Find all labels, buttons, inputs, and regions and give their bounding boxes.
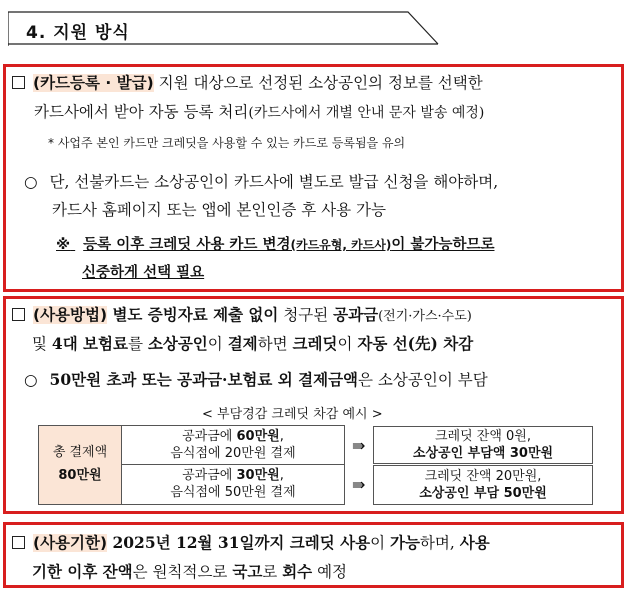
total-payment-label: 총 결제액 bbox=[52, 445, 108, 460]
reference-mark-icon: ※ bbox=[56, 237, 71, 253]
table-divider-h bbox=[121, 464, 345, 465]
row2-mid-cell: 공과금에 30만원, 음식점에 50만원 결제 bbox=[170, 468, 296, 500]
box2-line1: (사용방법) 별도 증빙자료 제출 없이 청구된 공과금(전기·가스·수도) bbox=[12, 303, 472, 325]
box3-line2: 기한 이후 잔액은 원칙적으로 국고로 회수 예정 bbox=[32, 562, 348, 581]
checkbox-icon bbox=[12, 308, 25, 321]
total-payment-value: 80만원 bbox=[58, 468, 102, 483]
box3-line1: (사용기한) 2025년 12월 31일까지 크레딧 사용이 가능하며, 사용 bbox=[12, 531, 490, 553]
box2-line2: 및 4대 보험료를 소상공인이 결제하면 크레딧이 자동 선(先) 차감 bbox=[32, 334, 474, 353]
checkbox-icon bbox=[12, 76, 25, 89]
box1-warning-line1: ※ 등록 이후 크레딧 사용 카드 변경(카드유형, 카드사)이 불가능하므로 bbox=[56, 237, 495, 253]
row1-mid-cell: 공과금에 60만원, 음식점에 20만원 결제 bbox=[170, 429, 296, 461]
row1-arrow-icon: ⇛ bbox=[352, 436, 366, 455]
circle-bullet-icon: ○ bbox=[24, 173, 38, 191]
section-header bbox=[8, 10, 440, 46]
usage-method-tag: (사용방법) bbox=[33, 306, 108, 324]
section-title: 4. 지원 방식 bbox=[26, 23, 130, 43]
box1-note: * 사업주 본인 카드만 크레딧을 사용할 수 있는 카드로 등록됨을 유의 bbox=[48, 136, 406, 150]
row2-result: 크레딧 잔액 20만원, 소상공인 부담 50만원 bbox=[419, 469, 547, 501]
card-registration-tag: (카드등록 · 발급) bbox=[33, 74, 154, 92]
usage-deadline-box bbox=[3, 522, 624, 588]
usage-deadline-tag: (사용기한) bbox=[33, 534, 108, 552]
box1-bullet-line2: 카드사 홈페이지 또는 앱에 본인인증 후 사용 가능 bbox=[52, 201, 386, 219]
box2-bullet: ○ 50만원 초과 또는 공과금·보험료 외 결제금액은 소상공인이 부담 bbox=[24, 370, 488, 389]
checkbox-icon bbox=[12, 536, 25, 549]
usage-method-box bbox=[3, 296, 624, 514]
circle-bullet-icon: ○ bbox=[24, 371, 38, 389]
total-payment-cell bbox=[39, 426, 121, 504]
box1-warning-line2: 신중하게 선택 필요 bbox=[82, 265, 205, 281]
row2-arrow-icon: ⇛ bbox=[352, 475, 366, 494]
card-registration-box bbox=[3, 64, 624, 292]
box1-line2: 카드사에서 받아 자동 등록 처리(카드사에서 개별 안내 문자 발송 예정) bbox=[34, 103, 485, 121]
row1-result: 크레딧 잔액 0원, 소상공인 부담액 30만원 bbox=[412, 429, 554, 461]
example-title: < 부담경감 크레딧 차감 예시 > bbox=[202, 407, 383, 422]
box1-bullet-line1: ○ 단, 선불카드는 소상공인이 카드사에 별도로 발급 신청을 해야하며, bbox=[24, 173, 499, 191]
box1-line1: (카드등록 · 발급) 지원 대상으로 선정된 소상공인의 정보를 선택한 bbox=[12, 71, 483, 93]
